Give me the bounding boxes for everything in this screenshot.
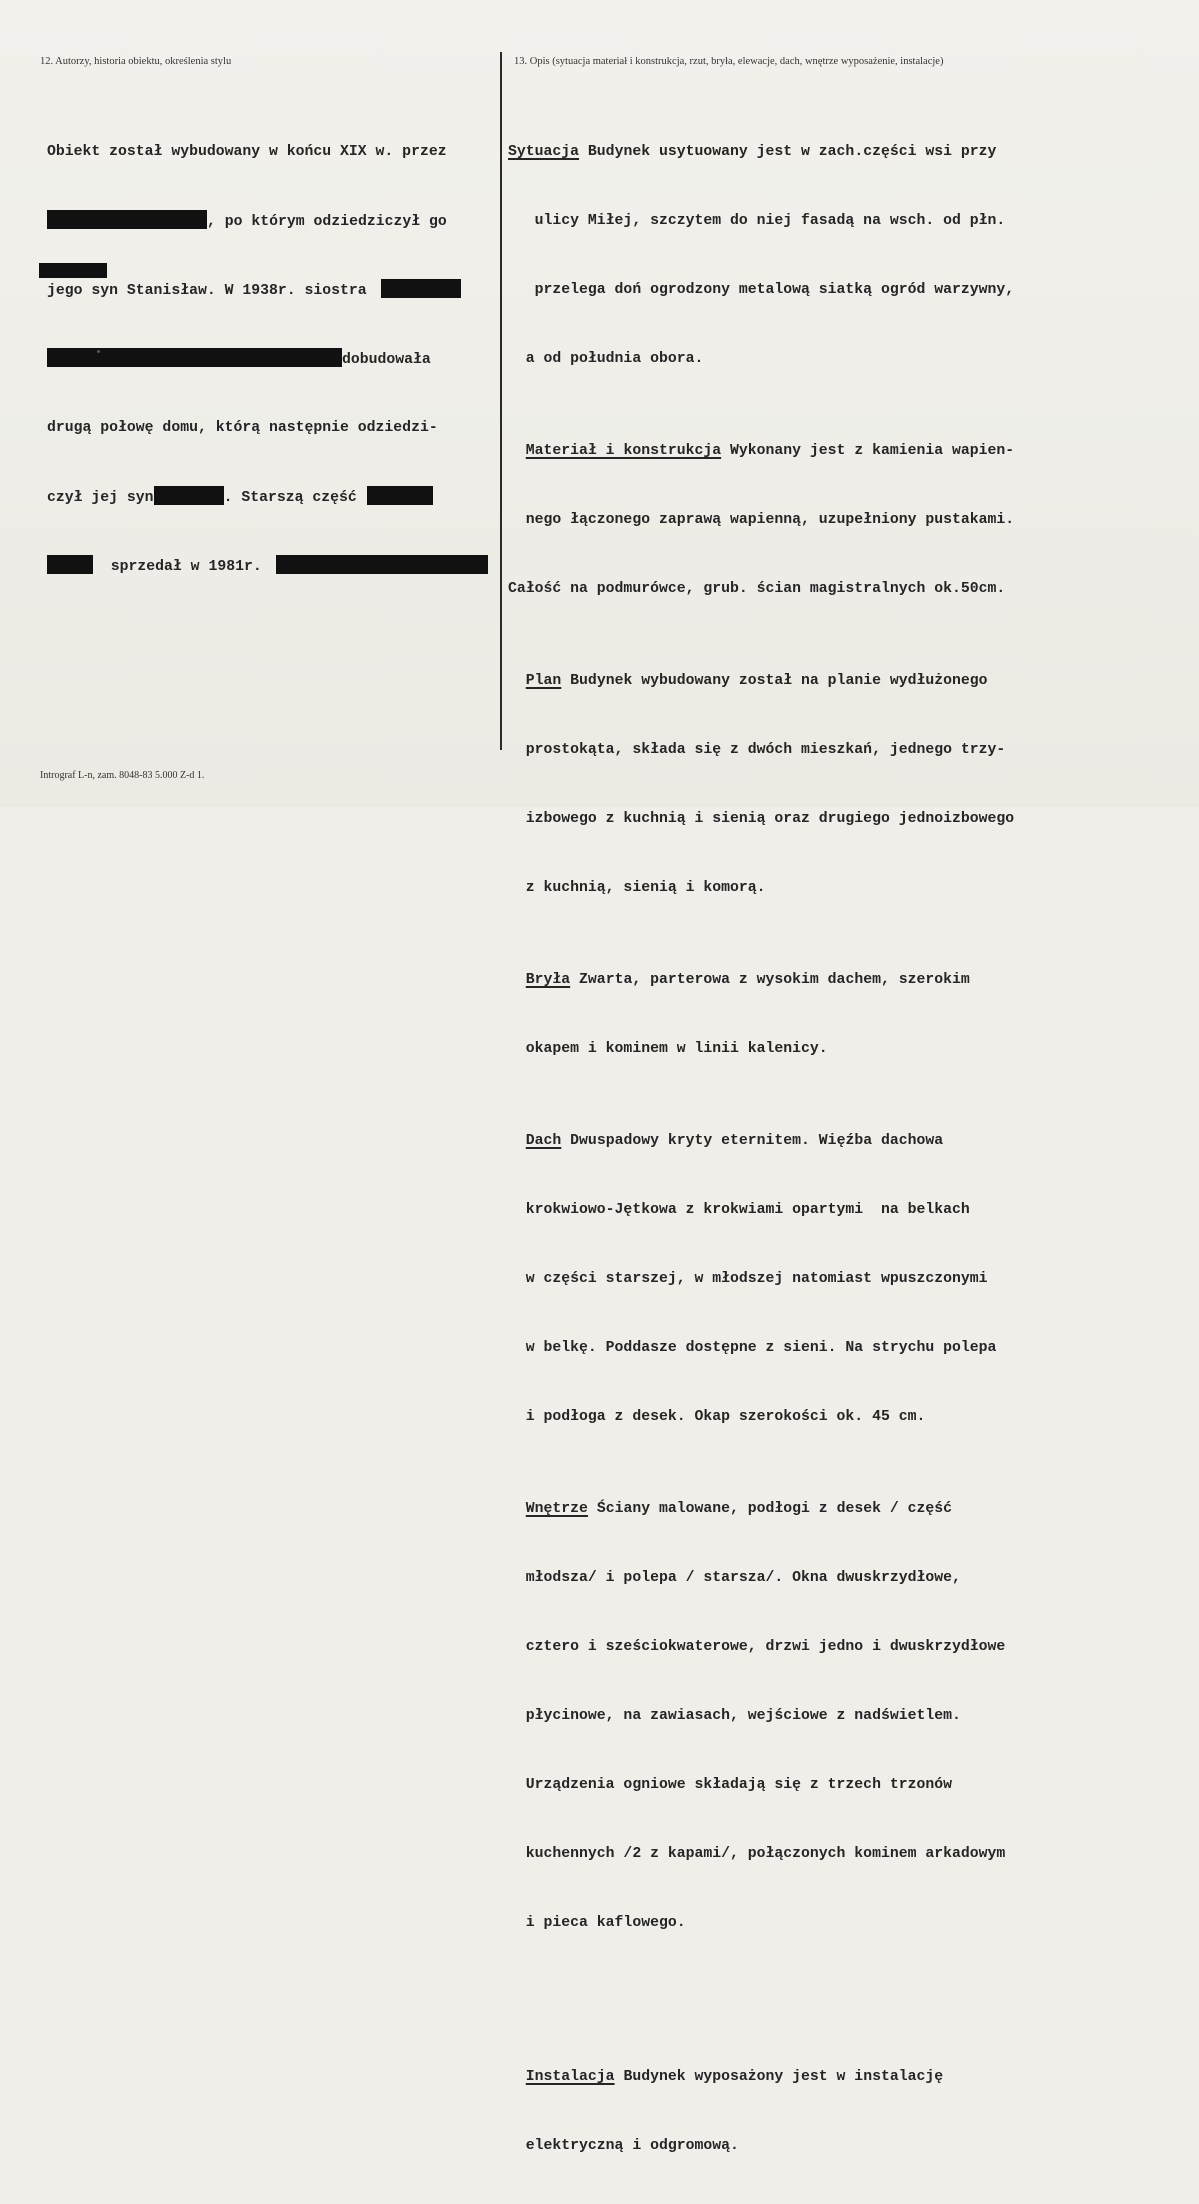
printer-imprint: Intrograf L-n, zam. 8048-83 5.000 Z-d 1.: [40, 770, 205, 781]
redaction: [367, 486, 433, 505]
header-authors-history: 12. Autorzy, historia obiektu, określenia stylu: [40, 56, 232, 67]
history-text: [47, 95, 488, 624]
history-line-5: drugą połowę domu, którą następnie odziedzi-: [47, 420, 438, 436]
redaction: [154, 486, 224, 505]
history-line-1: Obiekt został wybudowany w końcu XIX w. przez: [47, 144, 447, 160]
description-text: Sytuacja Budynek usytuowany jest w zach.części wsi przy ulicy Miłej, szczytem do niej fasadą na wsch. od płn. przelega doń ogrodzony metalową siatką ogród warzywny, a od południa obora. Materiał i konstrukcja Wykonany jest z kamienia wapien- nego łączonego zaprawą wapienną, uzupełniony pustakami. Całość na podmurówce, grub. ścian magistralnych ok.50cm. Plan Budynek wybudowany został na planie wydłużonego prostokąta, składa się z dwóch mieszkań, jednego trzy- izbowego z kuchnią i sienią oraz drugiego jednoizbowego z kuchnią, sienią i komorą. Bryła Zwarta, parterowa z wysokim dachem, szerokim okapem i kominem w linii kalenicy. Dach Dwuspadowy kryty eternitem. Więźba dachowa krokwiowo-Jętkowa z krokwiami opartymi na belkach w części starszej, w młodszej natomiast wpuszczonymi w belkę. Poddasze dostępne z sieni. Na strychu polepa i podłoga z desek. Okap szerokości ok. 45 cm. Wnętrze Ściany malowane, podłogi z desek / część młodsza/ i polepa / starsza/. Okna dwuskrzydłowe, cztero i sześciokwaterowe, drzwi jedno i dwuskrzydłowe płycinowe, na zawiasach, wejściowe z nadświetlem. Urządzenia ogniowe składają się z trzech trzonów kuchennych /2 z kapami/, połączonych kominem arkadowym i pieca kaflowego. Instalacja Budynek wyposażony jest w instalację elektryczną i odgromową.: [508, 144, 1015, 2154]
column-divider: [500, 52, 502, 750]
redaction: [276, 555, 488, 574]
label-instalacja: Instalacja: [525, 2069, 615, 2085]
history-line-3: jego syn Stanisław. W 1938r. siostra: [47, 279, 488, 302]
redaction: [39, 263, 107, 278]
redaction: [47, 210, 207, 229]
history-line-2: , po którym odziedziczył go: [47, 210, 488, 233]
redaction: [47, 348, 342, 367]
history-line-7: sprzedał w 1981r.: [47, 555, 488, 578]
label-dach: Dach: [525, 1133, 562, 1149]
redaction: [47, 555, 93, 574]
label-sytuacja: Sytuacja: [508, 144, 580, 160]
ink-speck: [97, 350, 100, 353]
label-wnetrze: Wnętrze: [525, 1501, 588, 1517]
label-bryla: Bryła: [525, 972, 571, 988]
header-description: 13. Opis (sytuacja materiał i konstrukcja, rzut, bryła, elewacje, dach, wnętrze wyposażenie, instalacje): [514, 56, 944, 67]
history-line-4: dobudowała: [47, 348, 488, 371]
redaction: [381, 279, 461, 298]
history-line-6: czył jej syn . Starszą część: [47, 486, 488, 509]
label-plan: Plan: [525, 673, 562, 689]
label-material: Materiał i konstrukcja: [525, 443, 722, 459]
